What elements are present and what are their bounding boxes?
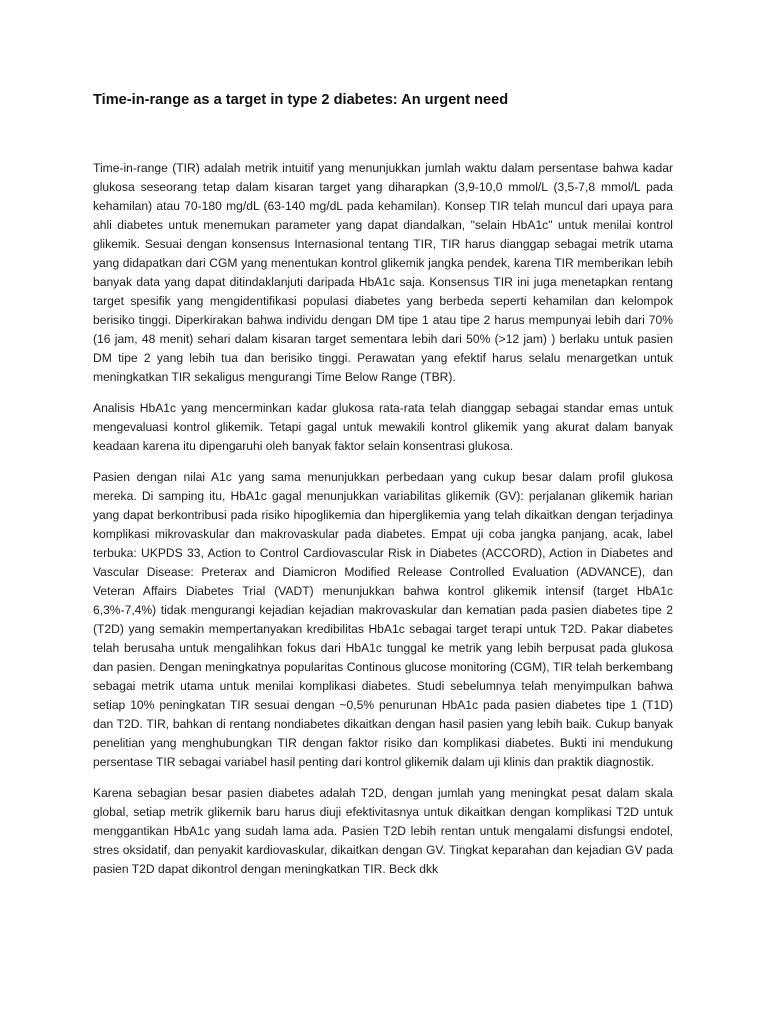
paragraph-4: Karena sebagian besar pasien diabetes adalah T2D, dengan jumlah yang meningkat pesat dalam skala global, setiap metrik glikemik baru harus diuji efektivitasnya untuk dikaitkan dengan komplikasi T2D untuk menggantikan HbA1c yang sudah lama ada. Pasien T2D lebih rentan untuk mengalami disfungsi endotel, stres oksidatif, dan penyakit kardiovaskular, dikaitkan dengan GV. Tingkat keparahan dan kejadian GV pada pasien T2D dapat dikontrol dengan meningkatkan TIR. Beck dkk	[93, 786, 673, 876]
paragraph-3: Pasien dengan nilai A1c yang sama menunjukkan perbedaan yang cukup besar dalam profil glukosa mereka. Di samping itu, HbA1c gagal menunjukkan variabilitas glikemik (GV): perjalanan glikemik harian yang dapat berkontribusi pada risiko hipoglikemia dan hiperglikemia yang telah dikaitkan dengan terjadinya komplikasi mikrovaskular dan makrovaskular pada diabetes. Empat uji coba jangka panjang, acak, label terbuka: UKPDS 33, Action to Control Cardiovascular Risk in Diabetes (ACCORD), Action in Diabetes and Vascular Disease: Preterax and Diamicron Modified Release Controlled Evaluation (ADVANCE), dan Veteran Affairs Diabetes Trial (VADT) menunjukkan bahwa kontrol glikemik intensif (target HbA1c 6,3%-7,4%) tidak mengurangi kejadian kejadian makrovaskular dan kematian pada pasien diabetes tipe 2 (T2D) yang semakin mempertanyakan kredibilitas HbA1c sebagai target terapi untuk T2D. Pakar diabetes telah berusaha untuk mengalihkan fokus dari HbA1c tunggal ke metrik yang lebih berpusat pada glukosa dan pasien. Dengan meningkatnya popularitas Continous glucose monitoring (CGM), TIR telah berkembang sebagai metrik utama untuk menilai komplikasi diabetes. Studi sebelumnya telah menyimpulkan bahwa setiap 10% peningkatan TIR sesuai dengan ~0,5% penurunan HbA1c pada pasien diabetes tipe 1 (T1D) dan T2D. TIR, bahkan di rentang nondiabetes dikaitkan dengan hasil pasien yang lebih baik. Cukup banyak penelitian yang menghubungkan TIR dengan faktor risiko dan komplikasi diabetes. Bukti ini mendukung persentase TIR sebagai variabel hasil penting dari kontrol glikemik dalam uji klinis dan praktik diagnostik.	[93, 470, 673, 769]
paragraph-2: Analisis HbA1c yang mencerminkan kadar glukosa rata-rata telah dianggap sebagai standar emas untuk mengevaluasi kontrol glikemik. Tetapi gagal untuk mewakili kontrol glikemik yang akurat dalam banyak keadaan karena itu dipengaruhi oleh banyak faktor selain konsentrasi glukosa.	[93, 401, 673, 453]
document-body	[93, 159, 673, 891]
document-title: Time-in-range as a target in type 2 diabetes: An urgent need	[93, 92, 509, 108]
paragraph-1: Time-in-range (TIR) adalah metrik intuitif yang menunjukkan jumlah waktu dalam persentase bahwa kadar glukosa seseorang tetap dalam kisaran target yang diharapkan (3,9-10,0 mmol/L (3,5-7,8 mmol/L pada kehamilan) atau 70-180 mg/dL (63-140 mg/dL pada kehamilan). Konsep TIR telah muncul dari upaya para ahli diabetes untuk menemukan parameter yang dapat diandalkan, "selain HbA1c" untuk menilai kontrol glikemik. Sesuai dengan konsensus Internasional tentang TIR, TIR harus dianggap sebagai metrik utama yang didapatkan dari CGM yang menentukan kontrol glikemik jangka pendek, karena TIR memberikan lebih banyak data yang dapat ditindaklanjuti daripada HbA1c saja. Konsensus TIR ini juga menetapkan rentang target spesifik yang mengidentifikasi populasi diabetes yang berbeda seperti kehamilan dan kelompok berisiko tinggi. Diperkirakan bahwa individu dengan DM tipe 1 atau tipe 2 harus mempunyai lebih dari 70% (16 jam, 48 menit) sehari dalam kisaran target sementara lebih dari 50% (>12 jam) ) berlaku untuk pasien DM tipe 2 yang lebih tua dan berisiko tinggi. Perawatan yang efektif harus selalu menargetkan untuk meningkatkan TIR sekaligus mengurangi Time Below Range (TBR).	[93, 161, 673, 384]
